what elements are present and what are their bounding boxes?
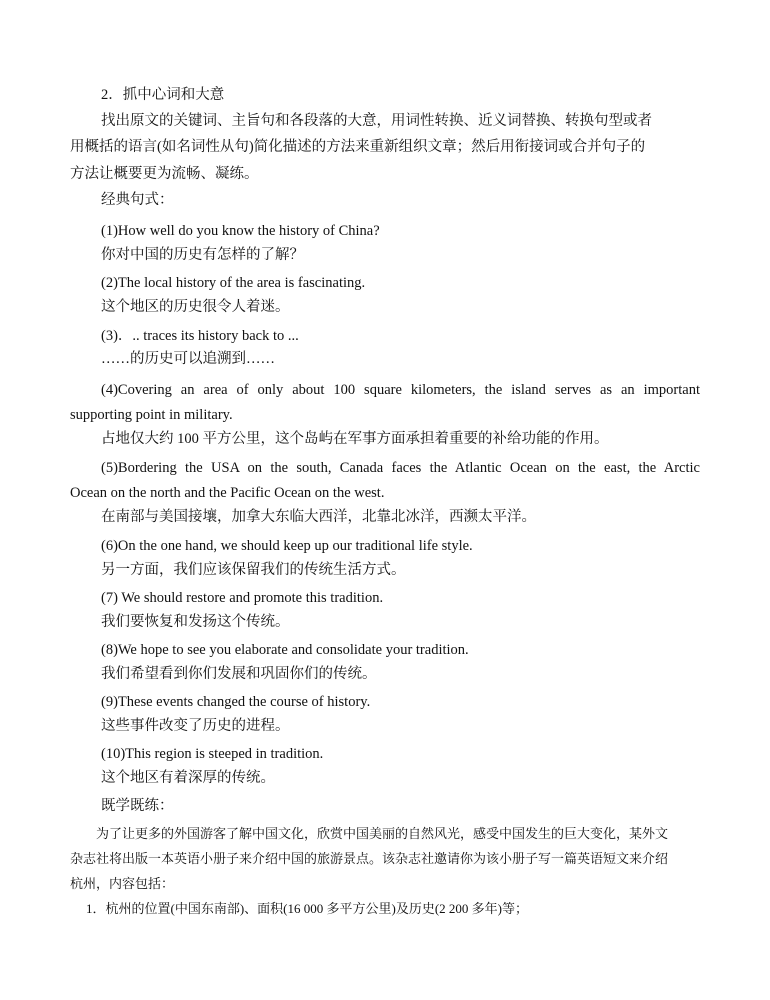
- sentence-5-en-line-2: Ocean on the north and the Pacific Ocean on the west.: [70, 485, 385, 501]
- sentence-5-en-line-1: (5)Bordering the USA on the south, Canada faces the Atlantic Ocean on the east, the Arctic: [101, 460, 700, 476]
- sentence-4-en-line-1: (4)Covering an area of only about 100 square kilometers, the island serves as an important: [101, 382, 700, 398]
- sentence-2-zh: 这个地区的历史很令人着迷。: [101, 299, 290, 315]
- sentence-8-en: (8)We hope to see you elaborate and consolidate your tradition.: [101, 642, 469, 658]
- sentence-4-zh: 占地仅大约 100 平方公里，这个岛屿在军事方面承担着重要的补给功能的作用。: [101, 431, 609, 447]
- sentence-7-en: (7) We should restore and promote this tradition.: [101, 590, 384, 606]
- classic-sentences-label: 经典句式：: [101, 192, 174, 208]
- practice-task-line-1: 为了让更多的外国游客了解中国文化，欣赏中国美丽的自然风光，感受中国发生的巨大变化，某外文: [96, 826, 669, 841]
- intro-line-1: 找出原文的关键词、主旨句和各段落的大意，用词性转换、近义词替换、转换句型或者: [101, 113, 652, 129]
- sentence-1-zh: 你对中国的历史有怎样的了解？: [101, 247, 304, 263]
- sentence-9-zh: 这些事件改变了历史的进程。: [101, 718, 290, 734]
- sentence-3-en: (3)．.. traces its history back to ...: [101, 328, 299, 344]
- sentence-10-en: (10)This region is steeped in tradition.: [101, 746, 324, 762]
- sentence-10-zh: 这个地区有着深厚的传统。: [101, 770, 275, 786]
- sentence-3-zh: ……的历史可以追溯到……: [101, 351, 275, 367]
- intro-line-2: 用概括的语言(如名词性从句)简化描述的方法来重新组织文章；然后用衔接词或合并句子的: [70, 139, 646, 155]
- sentence-2-en: (2)The local history of the area is fascinating.: [101, 275, 366, 291]
- sentence-9-en: (9)These events changed the course of history.: [101, 694, 371, 710]
- sentence-1-en: (1)How well do you know the history of China?: [101, 223, 380, 239]
- sentence-6-zh: 另一方面，我们应该保留我们的传统生活方式。: [101, 562, 406, 578]
- sentence-6-en: (6)On the one hand, we should keep up our traditional life style.: [101, 538, 473, 554]
- intro-line-3: 方法让概要更为流畅、凝练。: [70, 166, 259, 182]
- sentence-5-zh: 在南部与美国接壤，加拿大东临大西洋，北靠北冰洋，西濒太平洋。: [101, 509, 536, 525]
- practice-label: 既学既练：: [101, 798, 174, 814]
- sentence-8-zh: 我们希望看到你们发展和巩固你们的传统。: [101, 666, 377, 682]
- section-heading: 2．抓中心词和大意: [101, 87, 225, 103]
- practice-task-line-2: 杂志社将出版一本英语小册子来介绍中国的旅游景点。该杂志社邀请你为该小册子写一篇英语短文来介绍: [70, 851, 669, 866]
- sentence-4-en-line-2: supporting point in military.: [70, 407, 233, 423]
- practice-task-line-3: 杭州，内容包括：: [70, 876, 175, 891]
- practice-item-1: 1．杭州的位置(中国东南部)、面积(16 000 多平方公里)及历史(2 200 多年)等；: [86, 901, 528, 916]
- sentence-7-zh: 我们要恢复和发扬这个传统。: [101, 614, 290, 630]
